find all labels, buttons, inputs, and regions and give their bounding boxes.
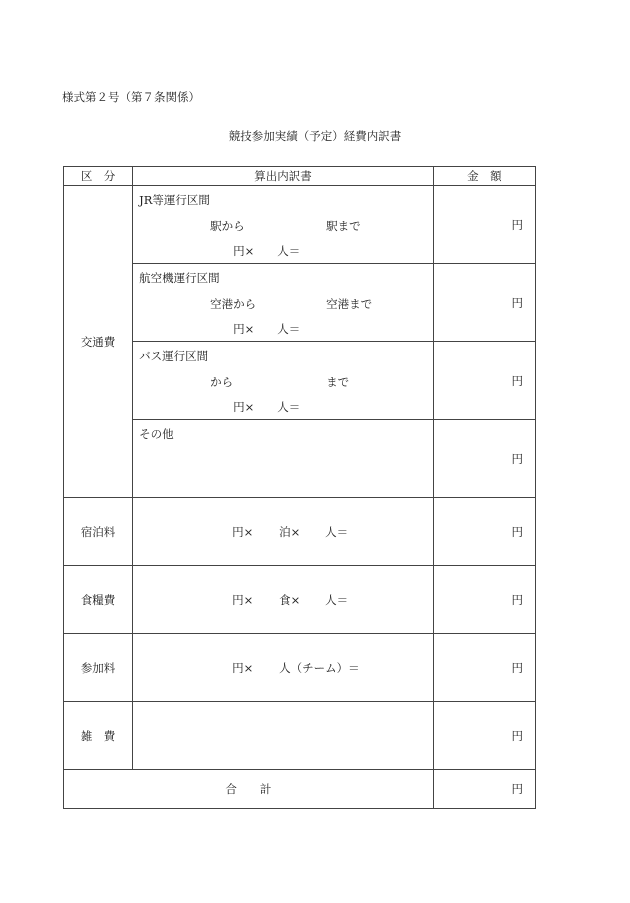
- header-row: [64, 167, 536, 186]
- bus-amount: 円: [433, 342, 535, 420]
- expense-table: [63, 166, 536, 809]
- air-cell: [133, 264, 434, 342]
- total-row: [64, 770, 536, 809]
- bus-title: バス運行区間: [139, 349, 209, 363]
- jr-amount: 円: [433, 186, 535, 264]
- air-from: 空港から: [210, 297, 257, 311]
- entry-calc-yen: 円×: [232, 660, 254, 675]
- air-amount: 円: [433, 264, 535, 342]
- entry-calc-team: 人（チーム）＝: [279, 660, 360, 675]
- lodging-calc-nights: 泊×: [279, 524, 301, 539]
- lodging-calc-people: 人＝: [325, 524, 349, 539]
- meals-row: [64, 566, 536, 634]
- header-breakdown: 算出内訳書: [133, 167, 434, 186]
- jr-title: JR等運行区間: [139, 193, 210, 207]
- entry-row: [64, 634, 536, 702]
- transport-bus-row: [64, 342, 536, 420]
- misc-row: [64, 702, 536, 770]
- entry-label: 参加料: [64, 634, 133, 702]
- misc-amount: 円: [433, 702, 535, 770]
- document-title: 競技参加実績（予定）経費内訳書: [228, 129, 402, 143]
- lodging-label: 宿泊料: [64, 498, 133, 566]
- bus-calc: 円× 人＝: [233, 400, 301, 414]
- transport-air-row: [64, 264, 536, 342]
- header-category: 区 分: [64, 167, 133, 186]
- air-title: 航空機運行区間: [139, 271, 220, 285]
- lodging-calc: [133, 498, 434, 566]
- meals-calc: [133, 566, 434, 634]
- jr-to: 駅まで: [326, 219, 361, 233]
- misc-calc: [133, 702, 434, 770]
- other-amount: 円: [433, 420, 535, 498]
- form-number: 様式第２号（第７条関係）: [62, 90, 200, 104]
- other-cell: [133, 420, 434, 498]
- meals-amount: 円: [433, 566, 535, 634]
- lodging-amount: 円: [433, 498, 535, 566]
- jr-cell: [133, 186, 434, 264]
- bus-cell: [133, 342, 434, 420]
- jr-calc: 円× 人＝: [233, 244, 301, 258]
- transport-jr-row: [64, 186, 536, 264]
- meals-label: 食糧費: [64, 566, 133, 634]
- header-amount: 金 額: [433, 167, 535, 186]
- lodging-calc-yen: 円×: [232, 524, 254, 539]
- total-label: 合 計: [64, 770, 434, 809]
- transport-label: 交通費: [64, 186, 133, 498]
- lodging-row: [64, 498, 536, 566]
- jr-from: 駅から: [210, 219, 245, 233]
- misc-label: 雑 費: [64, 702, 133, 770]
- meals-calc-meals: 食×: [279, 592, 301, 607]
- meals-calc-people: 人＝: [325, 592, 349, 607]
- air-to: 空港まで: [326, 297, 373, 311]
- bus-to: まで: [326, 375, 350, 389]
- meals-calc-yen: 円×: [232, 592, 254, 607]
- transport-other-row: [64, 420, 536, 498]
- air-calc: 円× 人＝: [233, 322, 301, 336]
- bus-from: から: [210, 375, 234, 389]
- total-amount: 円: [433, 770, 535, 809]
- entry-calc: [133, 634, 434, 702]
- entry-amount: 円: [433, 634, 535, 702]
- other-title: その他: [139, 427, 174, 441]
